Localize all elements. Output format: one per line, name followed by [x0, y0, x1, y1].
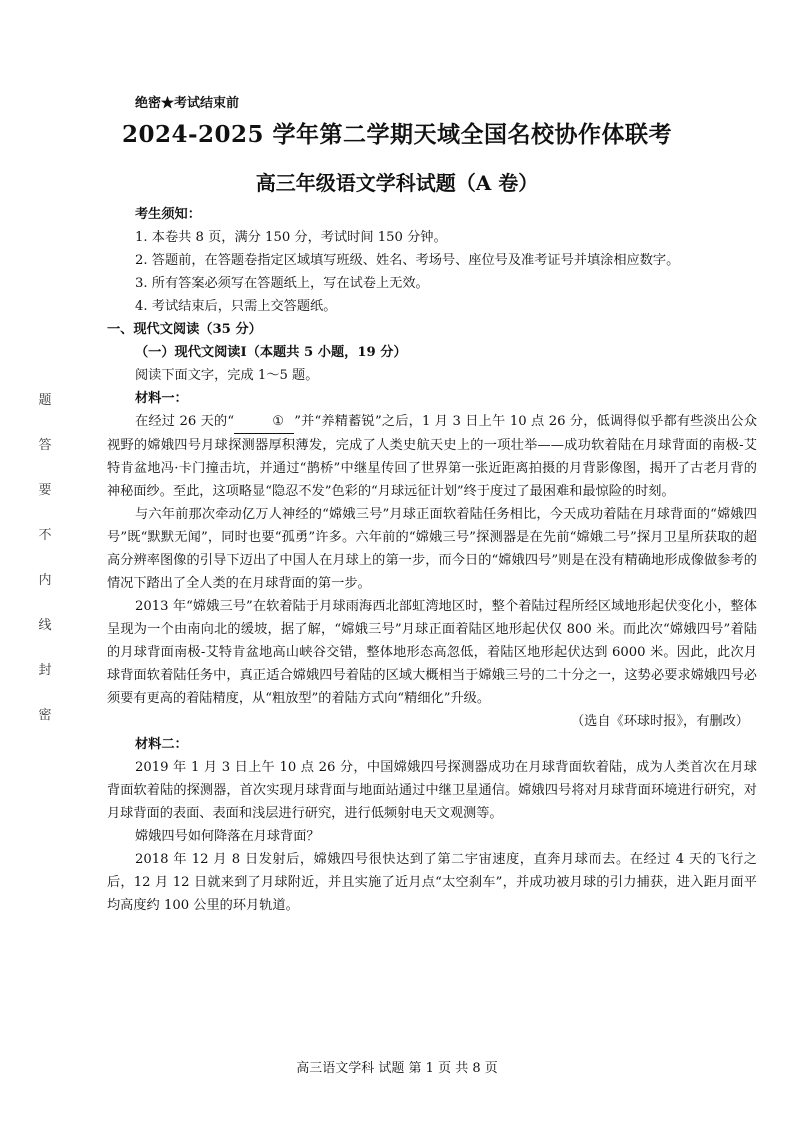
material-1-label: 材料一： — [135, 391, 188, 406]
paragraph-text: ”并“养精蓄锐”之后，1 月 3 日上午 10 点 26 分，低调得似乎都有些淡出公众视野的嫦娥四号月球探测器厚积薄发，完成了人类史航天史上的一项壮举——成功软着陆在月球背面的南极-艾特肯盆地冯·卡门撞击坑，并通过“鹊桥”中继星传回了世界第一张近距离拍摄的月背影像图，揭开了古老月背的神秘面纱。至此，这项略显“隐忍不发”色彩的“月球远征计划”终于度过了最困难和最惊险的时刻。 — [107, 414, 757, 499]
margin-char: 线 — [38, 618, 52, 633]
material-2-question: 嫦娥四号如何降落在月球背面？ — [135, 829, 320, 844]
paragraph-text: 在经过 26 天的“ — [135, 414, 235, 429]
material-2-paragraph: 2019 年 1 月 3 日上午 10 点 26 分，中国嫦娥四号探测器成功在月球背面软着陆，成为人类首次在月球背面软着陆的探测器，首次实现月球背面与地面站通过中继卫星通信。嫦娥四号将对月球背面环境进行研究，对月球背面的表面、表面和浅层进行研究，进行低频射电天文观测等。 — [107, 760, 757, 821]
section-heading: 一、现代文阅读（35 分） — [107, 322, 262, 337]
binding-margin-warning — [34, 390, 56, 750]
notes-item: 2. 答题前，在答题卷指定区域填写班级、姓名、考场号、座位号及准考证号并填涂相应数字。 — [135, 253, 680, 268]
margin-char: 封 — [38, 663, 52, 678]
margin-char: 不 — [38, 528, 52, 543]
page-footer: 高三语文学科 试题 第 1 页 共 8 页 — [296, 1061, 498, 1076]
exam-title: 2024-2025 学年第二学期天域全国名校协作体联考 — [121, 121, 673, 148]
margin-char: 密 — [38, 708, 52, 723]
margin-char: 题 — [38, 393, 52, 408]
material-1-paragraph: 2013 年“嫦娥三号”在软着陆于月球雨海西北部虹湾地区时，整个着陆过程所经区域地形起伏变化小，整体呈现为一个由南向北的缓坡，据了解，“嫦娥三号”月球正面着陆区地形起伏仅 800 米。而此次“嫦娥四号”着陆的月球背面南极-艾特肯盆地高山峡谷交错，整体地形态高忽低，着陆区地形起伏达到 6000 米。因此，此次月球背面软着陆任务中，真正适合嫦娥四号着陆的区域大概相当于嫦娥三号的二十分之一，这势必要求嫦娥四号必须要有更高的着陆精度，从“粗放型”的着陆方式向“精细化”升级。 — [107, 599, 757, 706]
notes-heading: 考生须知： — [135, 207, 201, 222]
reading-instruction: 阅读下面文字，完成 1～5 题。 — [135, 368, 319, 383]
exam-notes — [107, 203, 757, 917]
material-1-paragraph: 与六年前那次牵动亿万人神经的“嫦娥三号”月球正面软着陆任务相比，今天成功着陆在月球背面的“嫦娥四号”既“默默无闻”，同时也要“孤勇”许多。六年前的“嫦娥三号”探测器是在先前“嫦娥二号”探月卫星所获取的超高分辨率图像的引导下迈出了中国人在月球上的第一步，而今日的“嫦娥四号”则是在没有精确地形成像做参考的情况下踏出了全人类的在月球背面的第一步。 — [107, 507, 757, 591]
exam-subtitle: 高三年级语文学科试题（A 卷） — [255, 171, 539, 195]
margin-char: 答 — [38, 438, 52, 453]
margin-char: 内 — [38, 573, 52, 588]
subsection-heading: （一）现代文阅读Ⅰ（本题共 5 小题，19 分） — [135, 345, 407, 360]
material-1-paragraph — [107, 410, 757, 503]
material-1-source: （选自《环球时报》，有删改） — [570, 714, 749, 729]
notes-item: 4. 考试结束后，只需上交答题纸。 — [135, 299, 337, 314]
material-2-label: 材料二： — [135, 737, 188, 752]
notes-item: 3. 所有答案必须写在答题纸上，写在试卷上无效。 — [135, 276, 429, 291]
notes-item: 1. 本卷共 8 页，满分 150 分，考试时间 150 分钟。 — [135, 230, 447, 245]
material-2-paragraph: 2018 年 12 月 8 日发射后，嫦娥四号很快达到了第二宇宙速度，直奔月球而去。在经过 4 天的飞行之后，12 月 12 日就来到了月球附近，并且实施了近月点“太空刹车”，并成功被月球的引力捕获，进入距月面平均高度约 100 公里的环月轨道。 — [107, 852, 757, 913]
margin-char: 要 — [38, 483, 52, 498]
confidential-mark: 绝密★考试结束前 — [135, 96, 240, 111]
fill-in-blank: ① — [234, 410, 294, 434]
